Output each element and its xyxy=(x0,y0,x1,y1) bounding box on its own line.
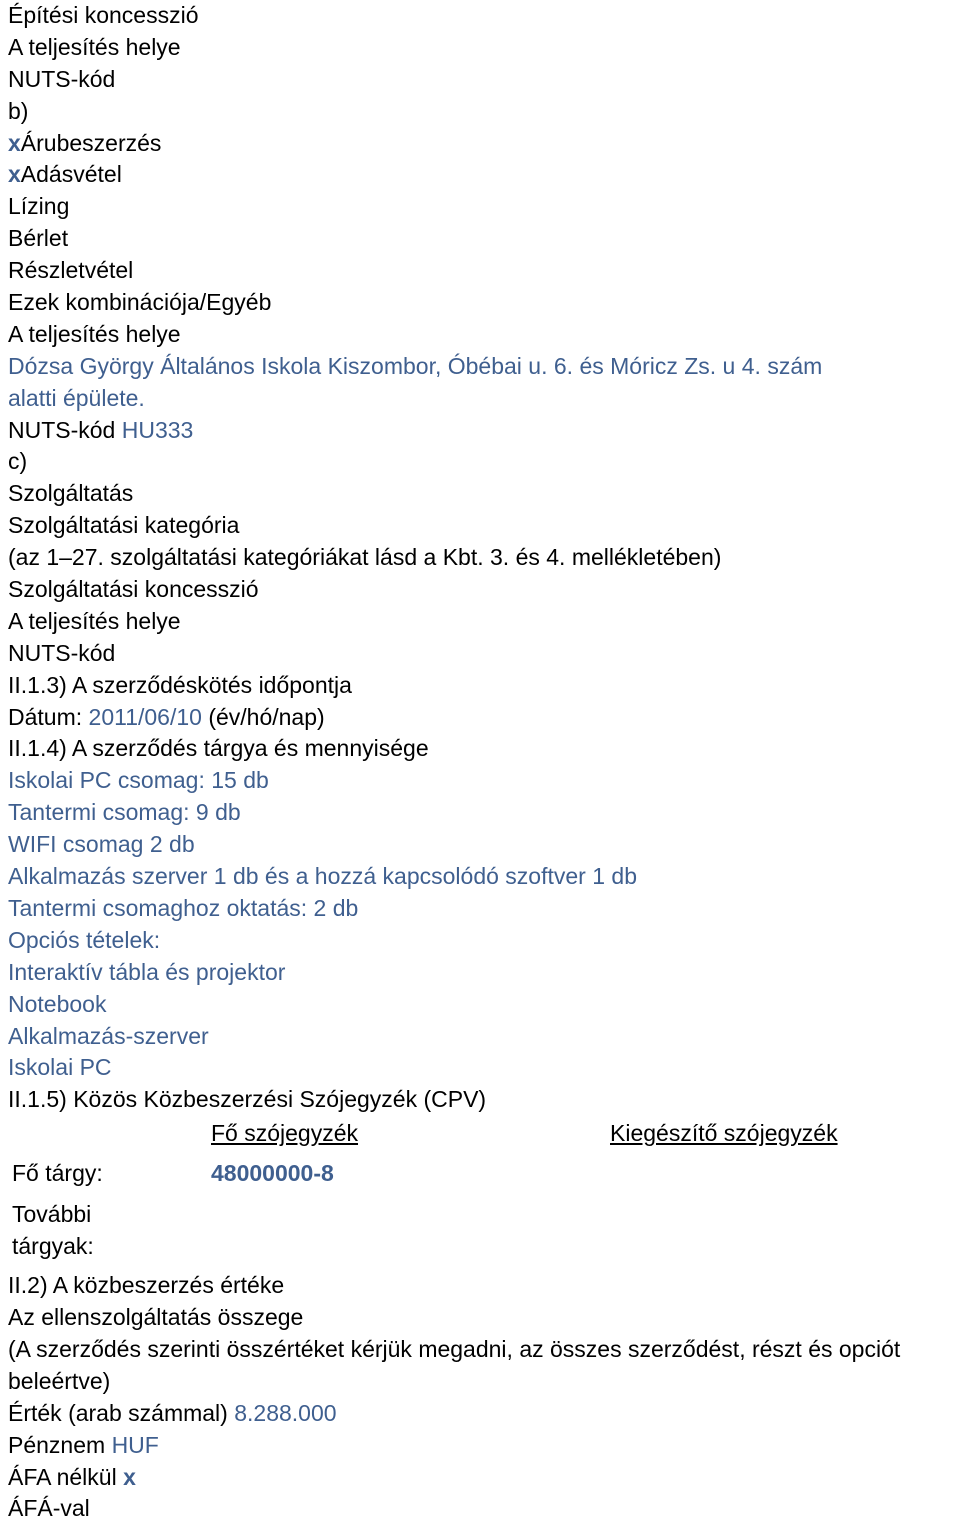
contract-subject-heading: II.1.4) A szerződés tárgya és mennyisége xyxy=(8,735,429,762)
total-value-note: (A szerződés szerinti összértéket kérjük megadni, az összes szerződést, részt és opciót beleértve) xyxy=(8,1335,901,1394)
total-consideration-label: Az ellenszolgáltatás összege xyxy=(8,1304,304,1331)
procurement-value-heading: II.2) A közbeszerzés értéke xyxy=(8,1272,285,1299)
place-label-c: A teljesítés helye xyxy=(8,607,181,634)
supply-label: Árubeszerzés xyxy=(20,129,162,156)
supply-checkmark: x xyxy=(8,129,21,156)
nuts-label-a: NUTS-kód xyxy=(8,65,116,92)
subject-item: Interaktív tábla és projektor xyxy=(8,958,286,985)
purchase-option xyxy=(8,159,960,191)
service-option: Szolgáltatás xyxy=(8,480,134,507)
section-b-letter: b) xyxy=(8,97,29,124)
cpv-heading: II.1.5) Közös Közbeszerzési Szójegyzék (CPV) xyxy=(8,1086,487,1113)
date-label: Dátum: xyxy=(8,703,83,730)
service-concession-option: Szolgáltatási koncesszió xyxy=(8,576,259,603)
main-subject-cpv-code: 48000000-8 xyxy=(211,1160,334,1187)
subject-item: Iskolai PC xyxy=(8,1054,112,1081)
subject-item: Notebook xyxy=(8,990,107,1017)
cpv-supplementary-vocabulary-header: Kiegészítő szójegyzék xyxy=(610,1120,838,1147)
value-label: Érték (arab számmal) xyxy=(8,1399,228,1426)
installment-option: Részletvétel xyxy=(8,257,134,284)
combination-option: Ezek kombinációja/Egyéb xyxy=(8,289,272,316)
construction-concession-label: Építési koncesszió xyxy=(8,2,199,28)
subject-item: Iskolai PC csomag: 15 db xyxy=(8,767,269,794)
nuts-row-b xyxy=(8,415,960,447)
rent-option: Bérlet xyxy=(8,225,69,252)
subject-item: WIFI csomag 2 db xyxy=(8,831,195,858)
subject-item: Alkalmazás szerver 1 db és a hozzá kapcsolódó szoftver 1 db xyxy=(8,863,637,890)
service-category-note: (az 1–27. szolgáltatási kategóriákat lásd a Kbt. 3. és 4. mellékletében) xyxy=(8,544,722,571)
contract-date-row xyxy=(8,702,960,734)
date-value: 2011/06/10 xyxy=(88,703,202,730)
main-subject-label: Fő tárgy: xyxy=(12,1160,103,1187)
leasing-option: Lízing xyxy=(8,193,70,220)
currency-label: Pénznem xyxy=(8,1431,106,1458)
value-row xyxy=(8,1398,960,1430)
further-subjects-label-line1: További xyxy=(12,1201,92,1228)
currency-row xyxy=(8,1430,960,1462)
place-label-b: A teljesítés helye xyxy=(8,320,181,347)
subject-item: Alkalmazás-szerver xyxy=(8,1022,209,1049)
supply-option xyxy=(8,128,960,160)
subject-item: Tantermi csomag: 9 db xyxy=(8,799,241,826)
currency-value: HUF xyxy=(111,1431,159,1458)
vat-excluded-row xyxy=(8,1462,960,1494)
value-amount: 8.288.000 xyxy=(234,1399,337,1426)
service-category-label: Szolgáltatási kategória xyxy=(8,512,240,539)
section-c-letter: c) xyxy=(8,448,28,475)
place-value-line1: Dózsa György Általános Iskola Kiszombor, Óbébai u. 6. és Móricz Zs. u 4. szám xyxy=(8,352,823,379)
date-format: (év/hó/nap) xyxy=(208,703,325,730)
cpv-main-vocabulary-header: Fő szójegyzék xyxy=(211,1120,359,1147)
purchase-label: Adásvétel xyxy=(20,161,122,188)
nuts-label-b: NUTS-kód xyxy=(8,416,116,443)
subject-item: Opciós tételek: xyxy=(8,926,161,953)
further-subjects-label-line2: tárgyak: xyxy=(12,1233,94,1260)
vat-excluded-checkmark: x xyxy=(123,1463,136,1490)
subject-item: Tantermi csomaghoz oktatás: 2 db xyxy=(8,894,359,921)
place-label-a: A teljesítés helye xyxy=(8,33,181,60)
vat-excluded-label: ÁFA nélkül xyxy=(8,1463,117,1490)
contract-date-heading: II.1.3) A szerződéskötés időpontja xyxy=(8,671,352,698)
nuts-value-b: HU333 xyxy=(121,416,194,443)
vat-included-label: ÁFÁ-val xyxy=(8,1495,90,1522)
purchase-checkmark: x xyxy=(8,161,21,188)
document xyxy=(8,0,960,1525)
place-value-line2: alatti épülete. xyxy=(8,384,145,411)
cpv-table xyxy=(8,1116,960,1270)
nuts-label-c: NUTS-kód xyxy=(8,639,116,666)
